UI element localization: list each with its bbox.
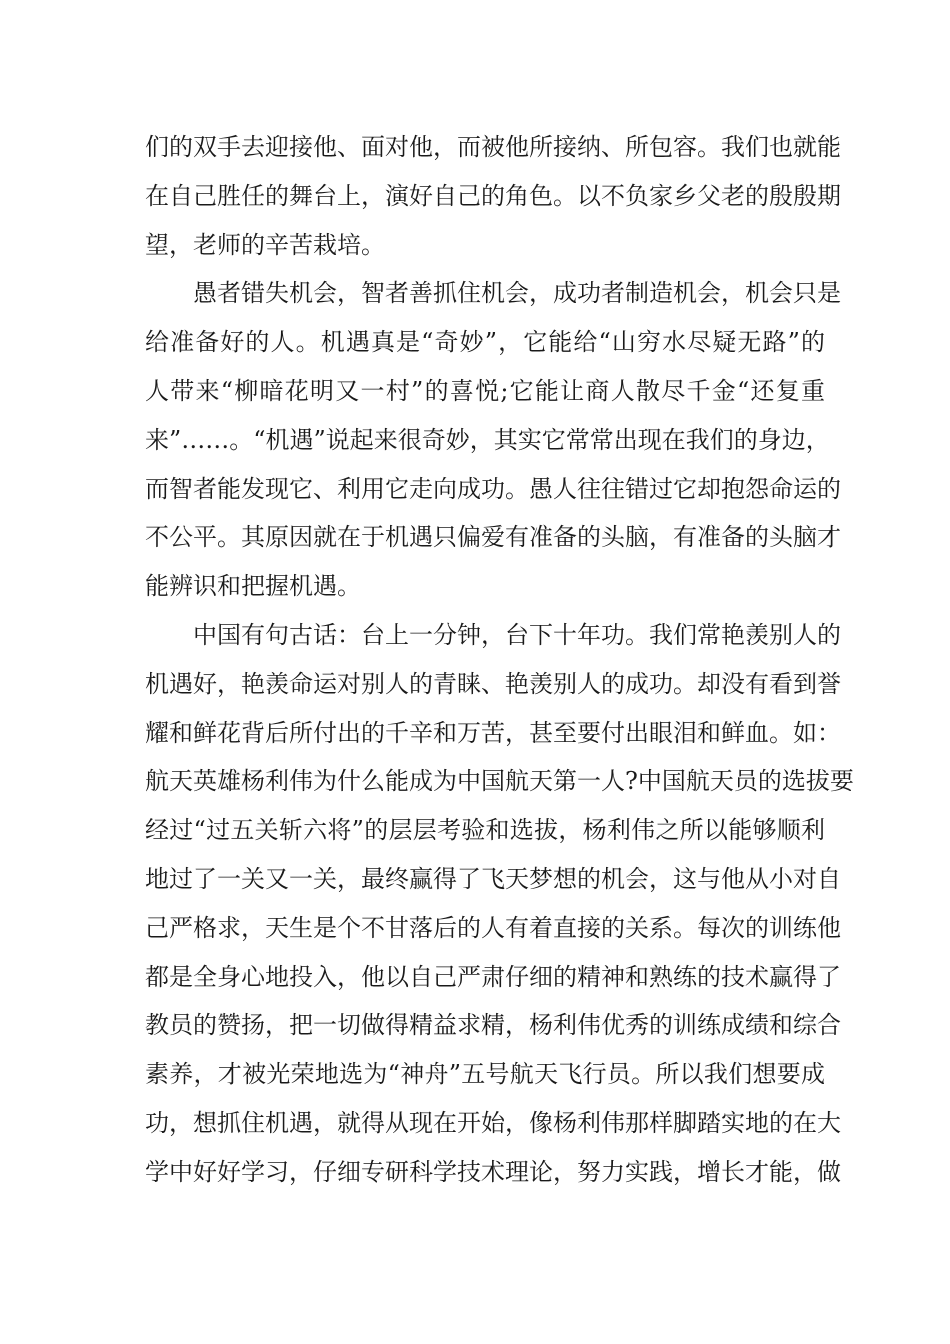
text-line: 航天英雄杨利伟为什么能成为中国航天第一人?中国航天员的选拔要 <box>145 767 854 796</box>
text-line: 而智者能发现它、利用它走向成功。愚人往往错过它却抱怨命运的 <box>145 474 841 503</box>
text-line: 地过了一关又一关，最终赢得了飞天梦想的机会，这与他从小对自 <box>145 864 841 893</box>
text-line: 功，想抓住机遇，就得从现在开始，像杨利伟那样脚踏实地的在大 <box>145 1108 841 1137</box>
paragraph-first-line: 愚者错失机会，智者善抓住机会，成功者制造机会，机会只是 <box>193 279 841 308</box>
text-line: 不公平。其原因就在于机遇只偏爱有准备的头脑，有准备的头脑才 <box>145 523 841 552</box>
paragraph-first-line: 中国有句古话：台上一分钟，台下十年功。我们常艳羡别人的 <box>193 620 841 649</box>
text-line: 望，老师的辛苦栽培。 <box>145 230 385 259</box>
body-text <box>145 123 854 1197</box>
text-line: 能辨识和把握机遇。 <box>145 572 361 601</box>
text-line: 教员的赞扬，把一切做得精益求精，杨利伟优秀的训练成绩和综合 <box>145 1011 841 1040</box>
text-line: 学中好好学习，仔细专研科学技术理论，努力实践，增长才能，做 <box>145 1157 841 1186</box>
text-line: 机遇好，艳羡命运对别人的青睐、艳羡别人的成功。却没有看到誉 <box>145 669 841 698</box>
text-line: 人带来“柳暗花明又一村”的喜悦;它能让商人散尽千金“还复重 <box>145 376 825 405</box>
text-line: 们的双手去迎接他、面对他，而被他所接纳、所包容。我们也就能 <box>145 133 841 161</box>
text-line: 在自己胜任的舞台上，演好自己的角色。以不负家乡父老的殷殷期 <box>145 181 841 210</box>
text-line: 来”……。“机遇”说起来很奇妙，其实它常常出现在我们的身边， <box>145 425 830 454</box>
text-line: 己严格求，天生是个不甘落后的人有着直接的关系。每次的训练他 <box>145 913 841 942</box>
text-line: 给准备好的人。机遇真是“奇妙”，它能给“山穷水尽疑无路”的 <box>145 328 825 357</box>
text-line: 经过“过五关斩六将”的层层考验和选拔，杨利伟之所以能够顺利 <box>145 816 825 845</box>
text-line: 素养，才被光荣地选为“神舟”五号航天飞行员。所以我们想要成 <box>145 1060 825 1089</box>
text-line: 耀和鲜花背后所付出的千辛和万苦，甚至要付出眼泪和鲜血。如： <box>145 718 841 747</box>
text-line: 都是全身心地投入，他以自己严肃仔细的精神和熟练的技术赢得了 <box>145 962 841 991</box>
